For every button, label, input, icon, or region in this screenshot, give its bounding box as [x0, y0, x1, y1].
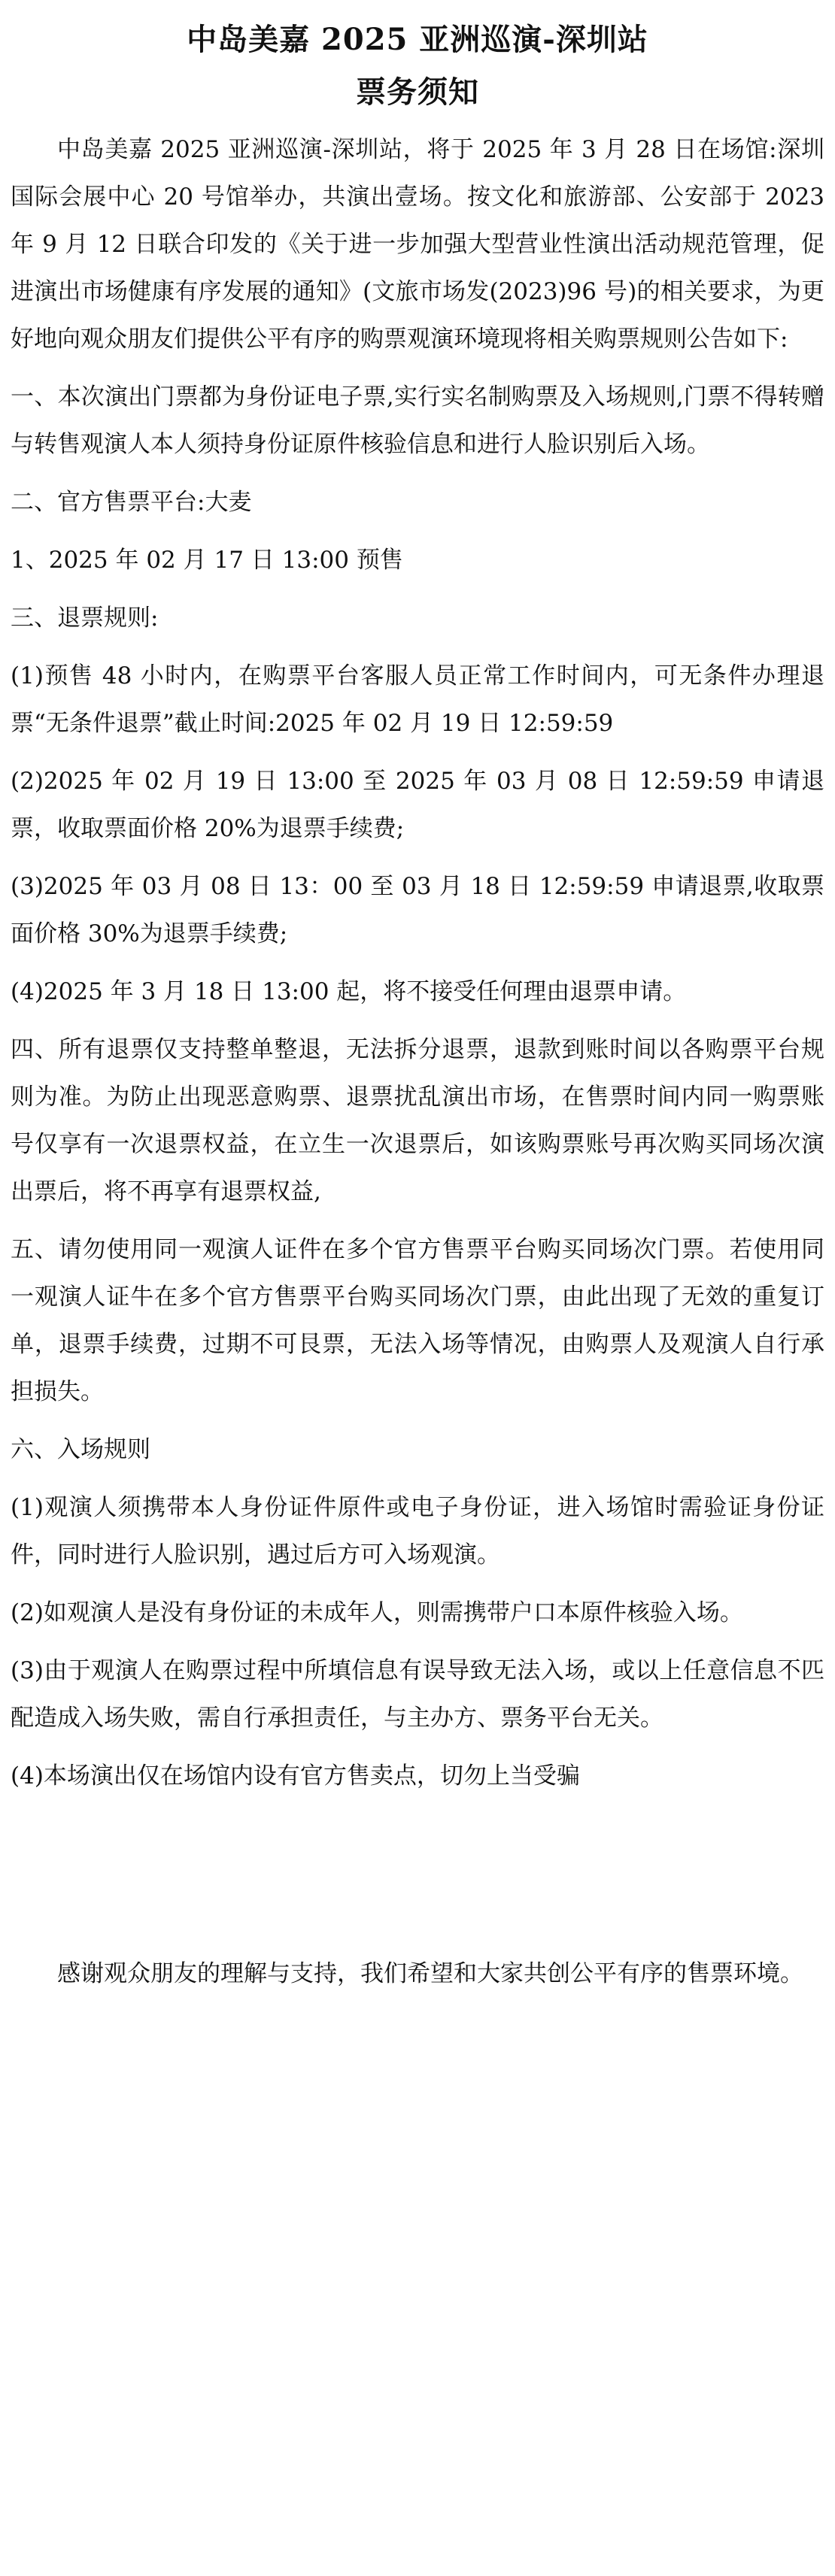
blank-spacer	[11, 1800, 824, 1950]
entry-rule-3: (3)由于观演人在购票过程中所填信息有误导致无法入场，或以上任意信息不匹配造成入场失败，需自行承担责任，与主办方、票务平台无关。	[11, 1657, 824, 1732]
notice-body	[11, 126, 824, 1998]
refund-rule-1: (1)预售 48 小时内，在购票平台客服人员正常工作时间内，可无条件办理退票“无条件退票”截止时间:2025 年 02 月 19 日 12:59:59	[11, 662, 824, 737]
entry-rule-1: (1)观演人须携带本人身份证件原件或电子身份证，进入场馆时需验证身份证件，同时进行人脸识别，遇过后方可入场观演。	[11, 1494, 824, 1568]
refund-rule-2: (2)2025 年 02 月 19 日 13:00 至 2025 年 03 月 08 日 12:59:59 申请退票，收取票面价格 20%为退票手续费;	[11, 768, 824, 842]
refund-rule-3: (3)2025 年 03 月 08 日 13：00 至 03 月 18 日 12:59:59 申请退票,收取票面价格 30%为退票手续费;	[11, 873, 824, 947]
section-real-name-ticket: 一、本次演出门票都为身份证电子票,实行实名制购票及入场规则,门票不得转赠与转售观演人本人须持身份证原件核验信息和进行人脸识别后入场。	[11, 383, 824, 458]
intro-paragraph: 中岛美嘉 2025 亚洲巡演-深圳站，将于 2025 年 3 月 28 日在场馆:深圳国际会展中心 20 号馆举办，共演出壹场。按文化和旅游部、公安部于 2023 年 9 月 12 日联合印发的《关于进一步加强大型营业性演出活动规范管理，促进演出市场健康有序发展的通知》(文旅市场发(2023)96 号)的相关要求，为更好地向观众朋友们提供公平有序的购票观演环境现将相关购票规则公告如下:	[11, 136, 824, 353]
closing-paragraph: 感谢观众朋友的理解与支持，我们希望和大家共创公平有序的售票环境。	[57, 1960, 803, 1987]
page-title: 中岛美嘉 2025 亚洲巡演-深圳站	[187, 22, 648, 57]
section-entry-heading: 六、入场规则	[11, 1436, 150, 1463]
page-subtitle: 票务须知	[356, 74, 479, 110]
section-refund-policy: 四、所有退票仅支持整单整退，无法拆分退票，退款到账时间以各购票平台规则为准。为防止出现恶意购票、退票扰乱演出市场，在售票时间内同一购票账号仅享有一次退票权益，在立生一次退票后，如该购票账号再次购买同场次演出票后，将不再享有退票权益,	[11, 1036, 824, 1205]
section-duplicate-purchase: 五、请勿使用同一观演人证件在多个官方售票平台购买同场次门票。若使用同一观演人证牛在多个官方售票平台购买同场次门票，由此出现了无效的重复订单，退票手续费，过期不可艮票，无法入场等情况，由购票人及观演人自行承担损失。	[11, 1236, 824, 1405]
entry-rule-2: (2)如观演人是没有身份证的未成年人，则需携带户口本原件核验入场。	[11, 1599, 743, 1626]
section-refund-heading: 三、退票规则:	[11, 605, 159, 632]
section-official-platform-heading: 二、官方售票平台:大麦	[11, 489, 252, 516]
refund-rule-4: (4)2025 年 3 月 18 日 13:00 起，将不接受任何理由退票申请。	[11, 978, 687, 1005]
presale-time: 1、2025 年 02 月 17 日 13:00 预售	[11, 547, 403, 574]
entry-rule-4: (4)本场演出仅在场馆内设有官方售卖点，切勿上当受骗	[11, 1762, 580, 1790]
